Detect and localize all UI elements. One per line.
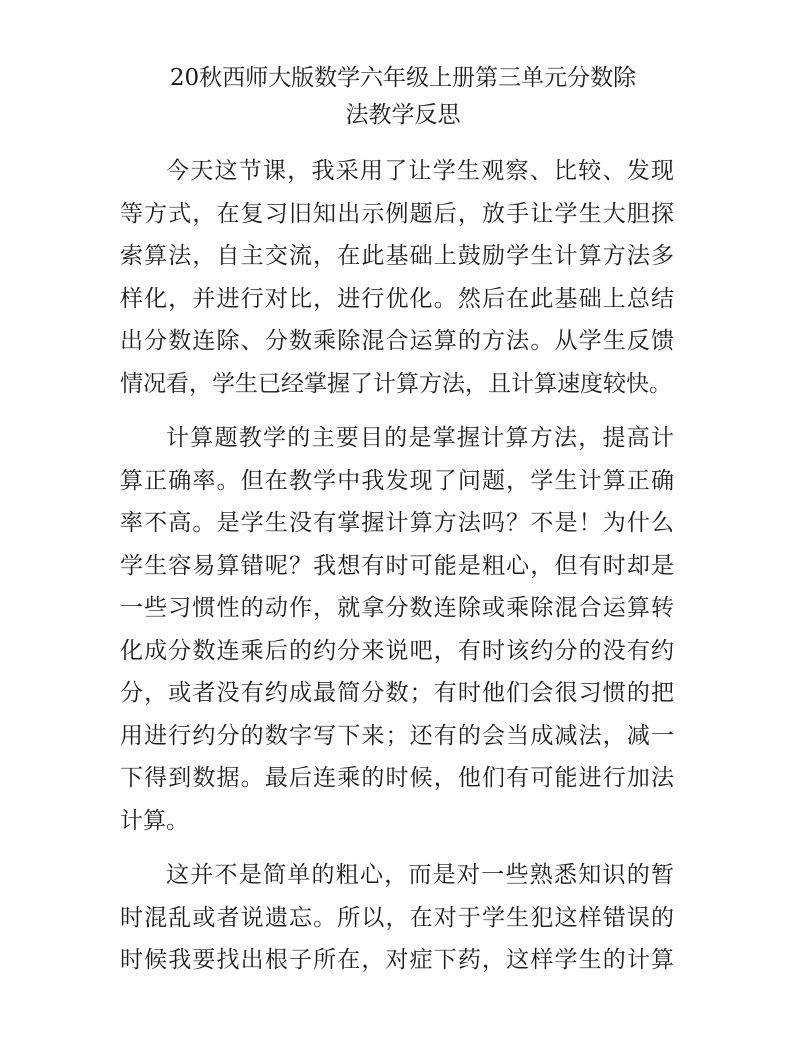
paragraph-line: 用进行约分的数字写下来；还有的会当成减法，减一 <box>120 722 674 749</box>
paragraph-line: 计算题教学的主要目的是掌握计算方法，提高计 <box>166 425 674 451</box>
title-line: 法教学反思 <box>345 102 461 128</box>
paragraph-line: 分，或者没有约成最简分数；有时他们会很习惯的把 <box>120 680 674 706</box>
document-title <box>120 60 674 134</box>
paragraph-line: 率不高。是学生没有掌握计算方法吗？不是！为什么 <box>120 510 674 536</box>
paragraph <box>120 417 674 842</box>
paragraph-line: 这并不是简单的粗心，而是对一些熟悉知识的暂 <box>166 862 674 888</box>
paragraph-line: 时混乱或者说遗忘。所以，在对于学生犯这样错误的 <box>120 904 674 931</box>
paragraph <box>120 150 674 405</box>
title-line: 20秋西师大版数学六年级上册第三单元分数除 <box>169 65 637 91</box>
paragraph-line: 计算。 <box>120 807 189 834</box>
paragraph-line: 出分数连除、分数乘除混合运算的方法。从学生反馈 <box>120 328 674 354</box>
paragraph-line: 样化，并进行对比，进行优化。然后在此基础上总结 <box>120 285 674 312</box>
paragraph-line: 情况看，学生已经掌握了计算方法，且计算速度较快。 <box>120 370 672 397</box>
paragraph-line: 时候我要找出根子所在，对症下药，这样学生的计算 <box>120 947 674 973</box>
paragraph-line: 算正确率。但在教学中我发现了问题，学生计算正确 <box>120 467 674 494</box>
paragraph-line: 等方式，在复习旧知出示例题后，放手让学生大胆探 <box>120 200 674 227</box>
paragraph <box>120 854 674 982</box>
paragraph-line: 化成分数连乘后的约分来说吧，有时该约分的没有约 <box>120 637 674 664</box>
paragraph-line: 今天这节课，我采用了让学生观察、比较、发现 <box>166 158 674 184</box>
paragraph-line: 下得到数据。最后连乘的时候，他们有可能进行加法 <box>120 765 674 791</box>
document-body <box>120 150 674 982</box>
document-page <box>120 60 674 994</box>
paragraph-line: 一些习惯性的动作，就拿分数连除或乘除混合运算转 <box>120 595 674 621</box>
paragraph-line: 索算法，自主交流，在此基础上鼓励学生计算方法多 <box>120 243 674 269</box>
paragraph-line: 学生容易算错呢？我想有时可能是粗心，但有时却是 <box>120 552 674 579</box>
